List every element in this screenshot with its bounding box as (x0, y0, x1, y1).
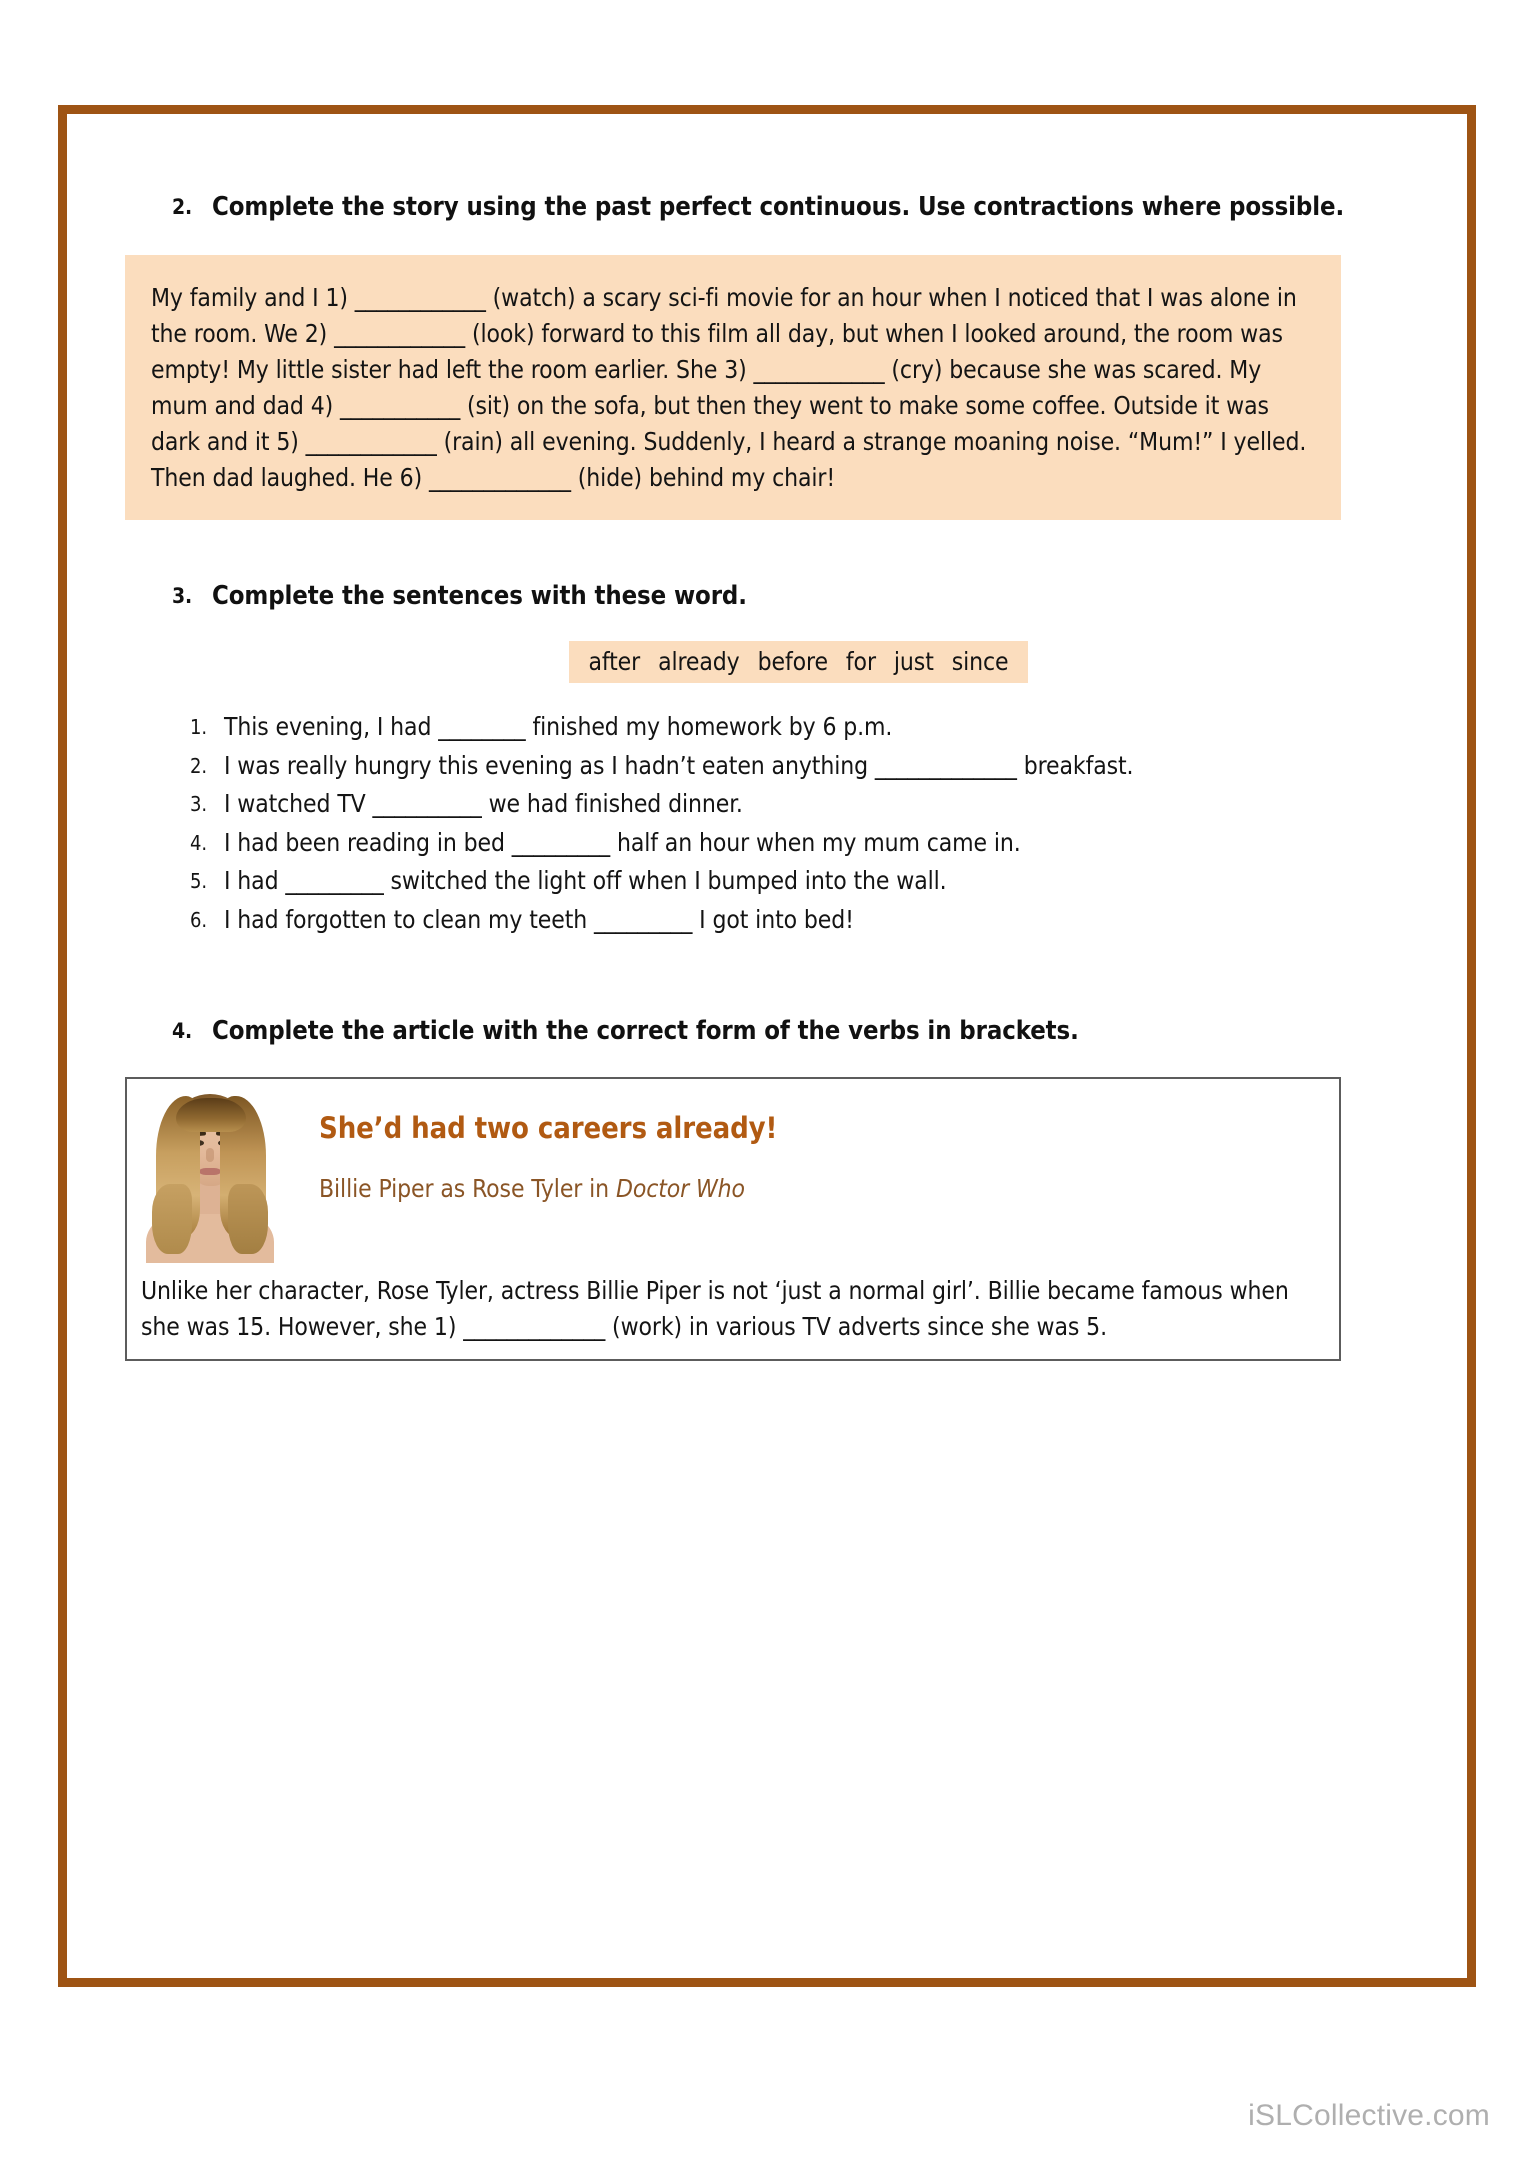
billie-piper-photo (136, 1088, 281, 1263)
list-item (190, 786, 1387, 823)
list-item (190, 748, 1387, 785)
exercise-2-number: 2. (172, 195, 193, 219)
exercise-3 (172, 578, 1387, 939)
list-item-number: 4. (190, 830, 207, 855)
worksheet-content (141, 189, 1387, 1361)
word-bank-item: just (893, 646, 934, 676)
exercise-3-sentence-list (190, 709, 1387, 938)
worksheet-page-frame (58, 105, 1476, 1987)
exercise-4-instruction: Complete the article with the correct form of the verbs in brackets. (212, 1016, 1079, 1047)
article-body-text: Unlike her character, Rose Tyler, actress Billie Piper is not ‘just a normal girl’. Billie became famous when she was 15. However, she 1) _____________ (work) in various TV adverts since she was 5. (141, 1276, 1289, 1342)
word-bank-item: since (951, 646, 1009, 676)
islcollective-watermark: iSLCollective.com (1248, 2099, 1490, 2132)
article-subtitle-show-title: Doctor Who (615, 1174, 745, 1204)
word-bank-item: before (757, 646, 828, 676)
article-subtitle (319, 1173, 1339, 1205)
list-item-text: I watched TV __________ we had finished dinner. (224, 789, 743, 819)
article-header (127, 1079, 1339, 1263)
list-item-text: I was really hungry this evening as I hadn’t eaten anything _____________ breakfast. (224, 750, 1134, 780)
word-bank-item: already (658, 646, 740, 676)
list-item-number: 3. (190, 792, 207, 817)
exercise-4-heading (172, 1013, 1387, 1049)
list-item-text: I had _________ switched the light off when I bumped into the wall. (224, 866, 947, 896)
list-item-number: 6. (190, 907, 207, 932)
list-item (190, 863, 1387, 900)
word-bank-wrapper (172, 641, 1387, 684)
list-item-text: I had been reading in bed _________ half an hour when my mum came in. (224, 827, 1021, 857)
exercise-3-number: 3. (172, 583, 193, 608)
list-item-number: 1. (190, 715, 207, 740)
exercise-2-heading (172, 189, 1387, 225)
story-cloze-text: My family and I 1) ____________ (watch) a scary sci-fi movie for an hour when I noticed that I was alone in the room. We 2) ____________ (look) forward to this film all day, but when I looked around, the room was empty! My little sister had left the room earlier. She 3) ____________ (cry) because she was scared. My mum and dad 4) ___________ (sit) on the sofa, but then they went to make some coffee. Outside it was dark and it 5) ____________ (rain) all evening. Suddenly, I heard a strange moaning noise. “Mum!” I yelled. Then dad laughed. He 6) _____________ (hide) behind my chair! (151, 283, 1307, 492)
word-bank-item: after (588, 646, 641, 676)
list-item-text: I had forgotten to clean my teeth _________ I got into bed! (224, 904, 854, 934)
list-item (190, 902, 1387, 939)
article-subtitle-plain: Billie Piper as Rose Tyler in (319, 1174, 616, 1204)
word-bank-item: for (845, 646, 876, 676)
exercise-4-number: 4. (172, 1019, 193, 1044)
word-bank (569, 641, 1027, 684)
story-cloze-box (125, 255, 1341, 519)
list-item-text: This evening, I had ________ finished my homework by 6 p.m. (224, 712, 893, 742)
list-item-number: 2. (190, 753, 207, 778)
article-title: She’d had two careers already! (319, 1111, 778, 1146)
exercise-4 (141, 1013, 1387, 1361)
list-item-number: 5. (190, 869, 207, 894)
list-item (190, 825, 1387, 862)
list-item (190, 709, 1387, 746)
exercise-2-instruction: Complete the story using the past perfect continuous. Use contractions where possible. (212, 192, 1345, 222)
article-box (125, 1077, 1341, 1361)
exercise-3-instruction: Complete the sentences with these word. (212, 580, 747, 611)
article-headings (281, 1088, 1339, 1205)
exercise-3-heading (172, 578, 1387, 614)
